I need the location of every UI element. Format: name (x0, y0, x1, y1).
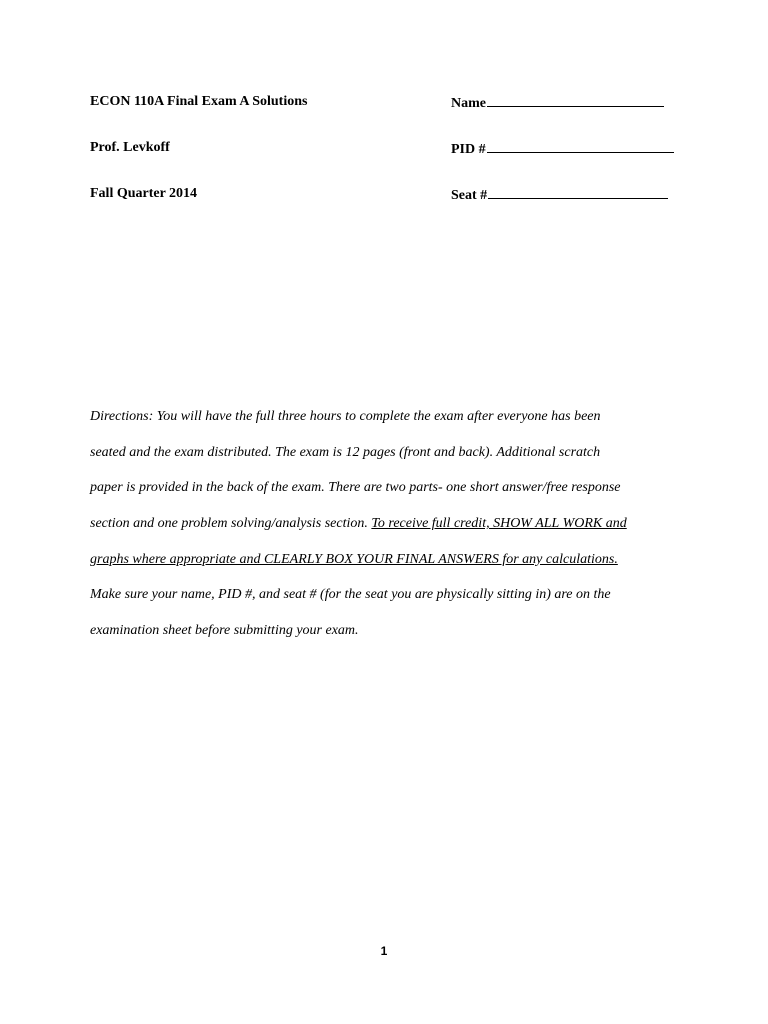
page-number: 1 (380, 944, 388, 958)
name-field (451, 94, 664, 112)
full-credit-instruction: To receive full credit, SHOW ALL WORK and (371, 516, 627, 532)
directions-line-4-text: section and one problem solving/analysis section. (90, 516, 372, 532)
pid-blank-line (487, 140, 674, 153)
pid-field (451, 140, 674, 158)
professor-name: Prof. Levkoff (90, 140, 170, 155)
directions-line-1: Directions: You will have the full three hours to complete the exam after everyone has been (90, 409, 601, 424)
directions-line-5 (90, 548, 690, 584)
seat-field (451, 186, 668, 204)
directions-paragraph (90, 405, 690, 655)
directions-line-4 (90, 512, 690, 548)
directions-line-3: paper is provided in the back of the exam. There are two parts- one short answer/free response (90, 480, 621, 496)
seat-blank-line (488, 186, 668, 199)
seat-label: Seat # (451, 188, 488, 203)
term-label: Fall Quarter 2014 (90, 186, 198, 201)
name-label: Name (451, 96, 486, 111)
box-answers-instruction: graphs where appropriate and CLEARLY BOX YOUR FINAL ANSWERS for any calculations. (90, 551, 618, 567)
directions-line-2: seated and the exam distributed. The exam is 12 pages (front and back). Additional scratch (90, 444, 601, 460)
directions-line-7: examination sheet before submitting your exam. (90, 623, 359, 639)
course-title: ECON 110A Final Exam A Solutions (90, 94, 308, 109)
directions-line-6: Make sure your name, PID #, and seat # (for the seat you are physically sitting in) are on the (90, 587, 611, 603)
name-blank-line (487, 94, 664, 107)
pid-label: PID # (451, 142, 486, 157)
